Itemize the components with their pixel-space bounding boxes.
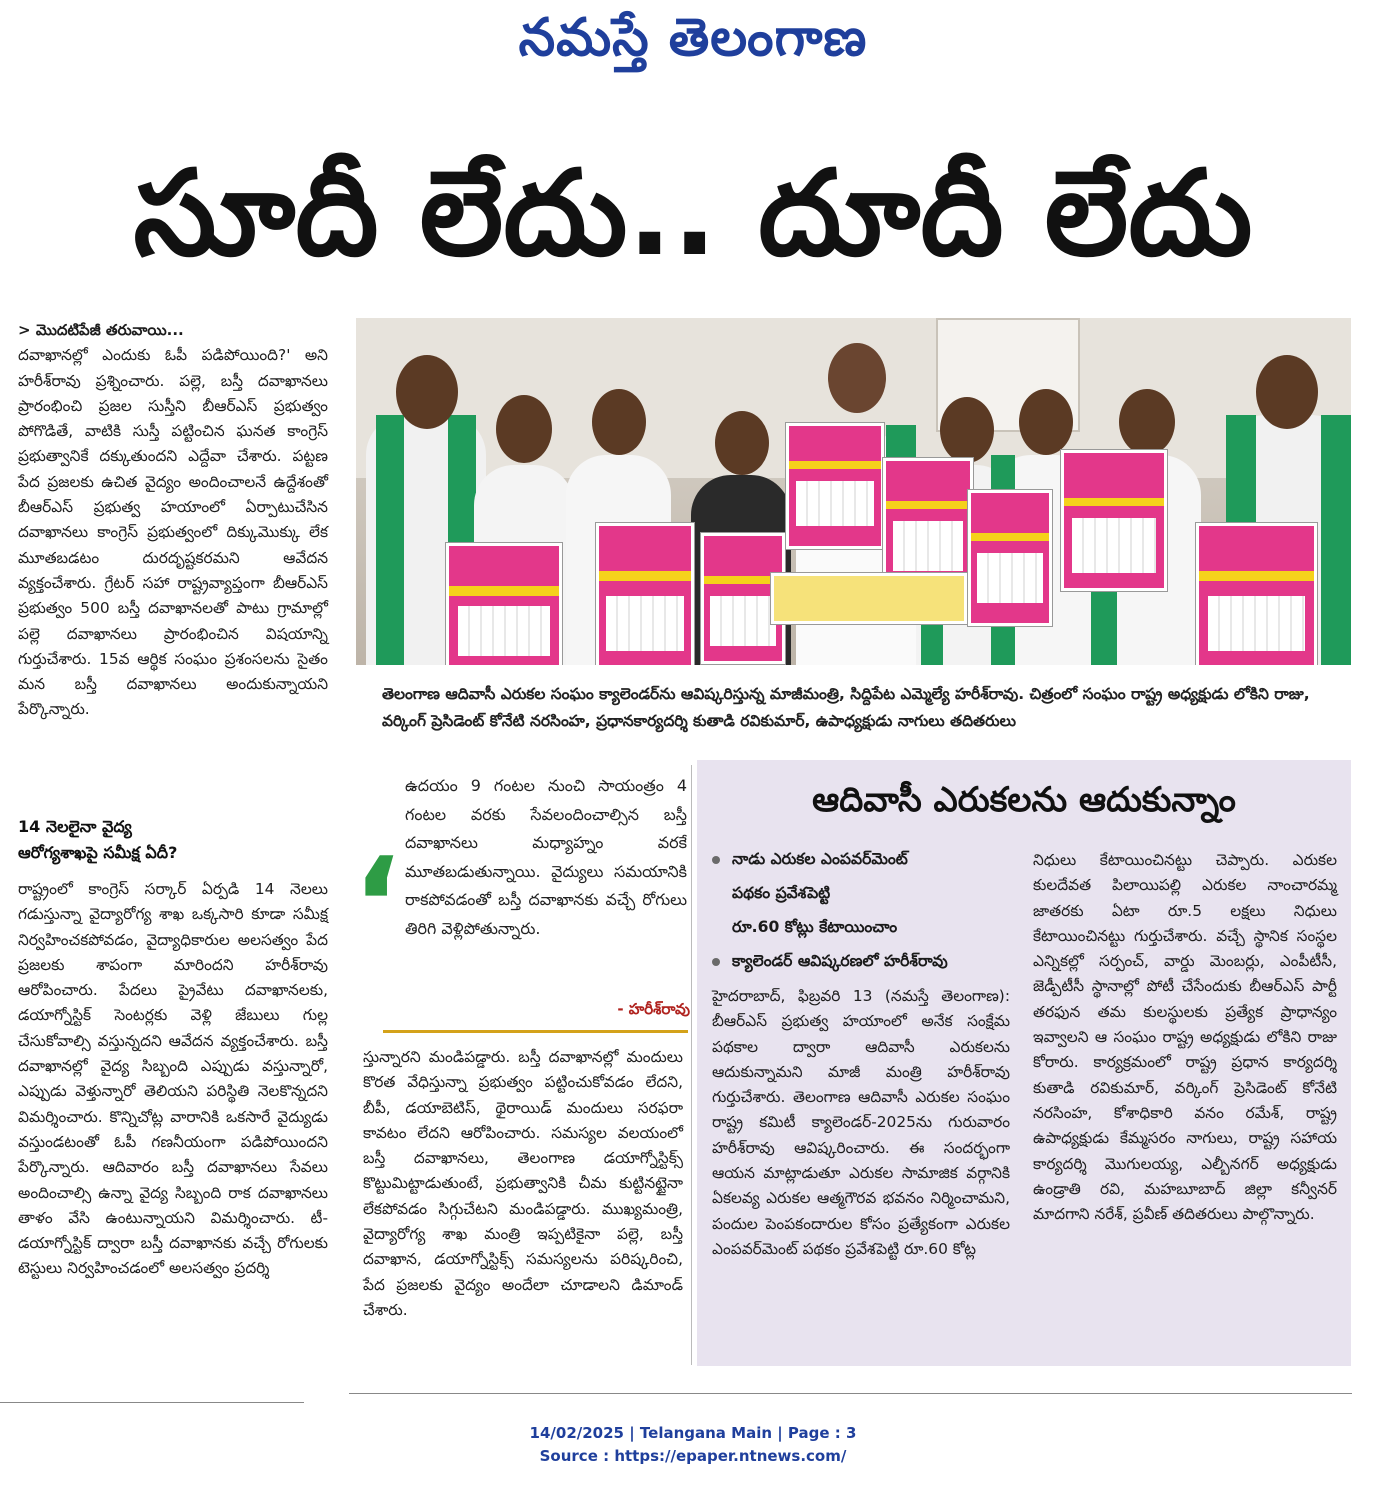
pull-quote: ఉదయం 9 గంటల నుంచి సాయంత్రం 4 గంటల వరకు సేవలందించాల్సిన బస్తీ దవాఖానలు మధ్యాహ్నం వరకే మూతబడుతున్నాయి. వైద్యులు సమయానికి రాకపోవడంతో బస్తీ దవాఖానకు వచ్చే రోగులు తిరిగి వెళ్లిపోతున్నారు. [405, 776, 687, 938]
left-subhead [18, 814, 328, 866]
bullet-item-2 [712, 944, 1012, 978]
left-subhead-line-1: 14 నెలలైనా వైద్య [18, 817, 132, 836]
bullet-dot-icon [712, 856, 720, 864]
left-subhead-line-2: ఆరోగ్యశాఖపై సమీక్ష ఏదీ? [18, 843, 178, 862]
page-headline: సూదీ లేదు.. దూదీ లేదు [133, 144, 1253, 282]
bullet-1-line-3: రూ.60 కోట్లు కేటాయించాం [732, 918, 898, 936]
chevron-right-icon: > [18, 321, 31, 339]
footer-source-link[interactable]: Source : https://epaper.ntnews.com/ [539, 1447, 847, 1465]
gold-divider [383, 1030, 688, 1033]
page-footer [0, 1422, 1386, 1468]
bullet-2-text: క్యాలెండర్ ఆవిష్కరణలో హరీశ్‌రావు [732, 952, 948, 970]
bullet-dot-icon [712, 958, 720, 966]
continued-label [18, 318, 328, 343]
left-column-bottom [18, 877, 328, 1282]
bottom-divider [349, 1393, 1352, 1394]
photo-caption: తెలంగాణ ఆదివాసీ ఎరుకల సంఘం క్యాలెండర్‌ను ఆవిష్కరిస్తున్న మాజీమంత్రి, సిద్దిపేట ఎమ్మెల్యే హరీశ్‌రావు. చిత్రంలో సంఘం రాష్ట్ర అధ్యక్షుడు లోకిని రాజు, వర్కింగ్ ప్రెసిడెంట్ కోనేటి నరసింహ, ప్రధానకార్యదర్శి కుతాడి రవికుమార్, ఉపాధ్యక్షుడు నాగులు తదితరులు [382, 685, 1310, 730]
bullet-1-line-1: నాడు ఎరుకల ఎంపవర్‌మెంట్ [732, 850, 908, 868]
boxed-story-title: ఆదివాసీ ఎరుకలను ఆదుకున్నాం [812, 780, 1236, 820]
bullet-1-line-2: పథకం ప్రవేశపెట్టి [732, 884, 831, 902]
boxed-story-bullets [712, 842, 1012, 978]
left-column-top [18, 318, 328, 723]
boxed-story-column-2: నిధులు కేటాయించినట్టు చెప్పారు. ఎరుకల కులదేవత పిలాయిపల్లి ఎరుకల నాంచారమ్మ జాతరకు ఏటా రూ.5 లక్షలు నిధులు కేటాయించినట్టు గుర్తుచేశారు. వచ్చే స్థానిక సంస్థల ఎన్నికల్లో సర్పంచ్, వార్డు మెంబర్లు, ఎంపీటీసీ, జెడ్పీటీసీ స్థానాల్లో పోటీ చేసేందుకు బీఆర్‌ఎస్ పార్టీ తరఫున తమ కులస్థులకు ప్రత్యేక ప్రాధాన్యం ఇవ్వాలని ఆ సంఘం రాష్ట్ర అధ్యక్షుడు లోకిని రాజు కోరారు. కార్యక్రమంలో రాష్ట్ర ప్రధాన కార్యదర్శి కుతాడి రవికుమార్, వర్కింగ్ ప్రెసిడెంట్ కోనేటి నరసింహ, కోశాధికారి వనం రమేశ్, రాష్ట్ర ఉపాధ్యక్షుడు కేమ్మసరం నాగులు, రాష్ట్ర సహాయ కార్యదర్శి మొగులయ్య, ఎల్బీనగర్ అధ్యక్షుడు ఉండ్రాతి రవి, మహబూబాద్ జిల్లా కన్వీనర్ మాదగాని నరేశ్, ప్రవీణ్ తదితరులు పాల్గొన్నారు. [1033, 851, 1337, 1224]
boxed-story-column-1: హైదరాబాద్, ఫిబ్రవరి 13 (నమస్తే తెలంగాణ): బీఆర్‌ఎస్ ప్రభుత్వ హయాంలో అనేక సంక్షేమ పథకాల ద్వారా ఆదివాసీ ఎరుకలను ఆదుకున్నామని మాజీ మంత్రి హరీశ్‌రావు గుర్తుచేశారు. తెలంగాణ ఆదివాసీ ఎరుకల సంఘం రాష్ట్ర కమిటీ క్యాలెండర్-2025ను గురువారం హరీశ్‌రావు ఆవిష్కరించారు. ఈ సందర్భంగా ఆయన మాట్లాడుతూ ఎరుకల సామాజిక వర్గానికి ఏకలవ్య ఎరుకల ఆత్మగౌరవ భవనం నిర్మించామని, పందుల పెంపకందారుల కోసం ప్రత్యేకంగా ఎరుకల ఎంపవర్‌మెంట్ పథకం ప్రవేశపెట్టి రూ.60 కోట్ల [712, 987, 1010, 1258]
news-photo [356, 318, 1351, 665]
continued-text: మొదటిపేజీ తరువాయి... [35, 321, 184, 339]
pull-quote-attribution: - హరీశ్‌రావు [617, 1000, 690, 1018]
left-paragraph-2: రాష్ట్రంలో కాంగ్రెస్ సర్కార్ ఏర్పడి 14 నెలలు గడుస్తున్నా వైద్యారోగ్య శాఖ ఒక్కసారి కూడా సమీక్ష నిర్వహించకపోవడం, వైద్యాధికారుల అలసత్వం పేద ప్రజలకు శాపంగా మారిందని హరీశ్‌రావు ఆరోపించారు. పేదలు ప్రైవేటు దవాఖానలకు, డయాగ్నోస్టిక్ సెంటర్లకు వెళ్లి జేబులు గుల్ల చేసుకోవాల్సి వస్తున్నదని ఆవేదన వ్యక్తంచేశారు. బస్తీ దవాఖానల్లో వైద్య సిబ్బంది ఎప్పుడు వస్తున్నారో, ఎప్పుడు వెళ్తున్నారో తెలియని పరిస్థితి నెలకొన్నదని విమర్శించారు. కొన్నిచోట్ల వారానికి ఒకసారే వైద్యుడు వస్తుండటంతో ఓపీ గణనీయంగా పడిపోయిందని పేర్కొన్నారు. ఆదివారం బస్తీ దవాఖానలు సేవలు అందించాల్సి ఉన్నా వైద్య సిబ్బంది రాక దవాఖానలు తాళం వేసి ఉంటున్నాయని విమర్శించారు. టీ-డయాగ్నోస్టిక్ ద్వారా బస్తీ దవాఖానకు వచ్చే రోగులకు టెస్టులు నిర్వహించడంలో అలసత్వం ప్రదర్శి [18, 880, 328, 1278]
middle-column: స్తున్నారని మండిపడ్డారు. బస్తీ దవాఖానల్లో మందులు కొరత వేధిస్తున్నా ప్రభుత్వం పట్టించుకోవడం లేదని, బీపీ, డయాబెటిస్, థైరాయిడ్ మందులు సరఫరా కావటం లేదని ఆరోపించారు. సమస్యల వలయంలో బస్తీ దవాఖానలు, తెలంగాణ డయాగ్నోస్టిక్స్ కొట్టుమిట్టాడుతుంటే, ప్రభుత్వానికి చీమ కుట్టినట్టైనా లేకపోవడం సిగ్గుచేటని మండిపడ్డారు. ముఖ్యమంత్రి, వైద్యారోగ్య శాఖ మంత్రి ఇప్పటికైనా పల్లె, బస్తీ దవాఖాన, డయాగ్నోస్టిక్స్ సమస్యలను పరిష్కరించి, పేద ప్రజలకు వైద్యం అందేలా చూడాలని డిమాండ్ చేశారు. [363, 1048, 683, 1319]
bullet-item-1 [712, 842, 1012, 876]
column-divider [691, 765, 692, 1365]
left-paragraph-1: దవాఖానల్లో ఎందుకు ఓపీ పడిపోయింది?' అని హరీశ్‌రావు ప్రశ్నించారు. పల్లె, బస్తీ దవాఖానలు ప్రారంభించి ప్రజల సుస్తీని బీఆర్‌ఎస్ ప్రభుత్వం పోగొడితే, వాటికి సుస్తీ పట్టించిన ఘనత కాంగ్రెస్ ప్రభుత్వానికే దక్కుతుందని ఎద్దేవా చేశారు. పట్టణ పేద ప్రజలకు ఉచిత వైద్యం అందించాలనే ఉద్దేశంతో బీఆర్‌ఎస్ ప్రభుత్వ హయాంలో ఏర్పాటుచేసిన దవాఖానలు కాంగ్రెస్ ప్రభుత్వంలో దిక్కుమొక్కు లేక మూతబడటం దురదృష్టకరమని ఆవేదన వ్యక్తంచేశారు. గ్రేటర్ సహా రాష్ట్రవ్యాప్తంగా బీఆర్‌ఎస్ ప్రభుత్వం 500 బస్తీ దవాఖానలతో పాటు గ్రామాల్లో పల్లె దవాఖానలు ప్రారంభించిన విషయాన్ని గుర్తుచేశారు. 15వ ఆర్థిక సంఘం ప్రశంసలను సైతం మన బస్తీ దవాఖానలు అందుకున్నాయని పేర్కొన్నారు. [18, 346, 328, 719]
masthead-logo: నమస్తే తెలంగాణ [518, 8, 868, 68]
quote-mark-icon: ‘ [352, 829, 402, 981]
left-bottom-rule [0, 1402, 304, 1403]
footer-date-line: 14/02/2025 | Telangana Main | Page : 3 [529, 1424, 857, 1442]
